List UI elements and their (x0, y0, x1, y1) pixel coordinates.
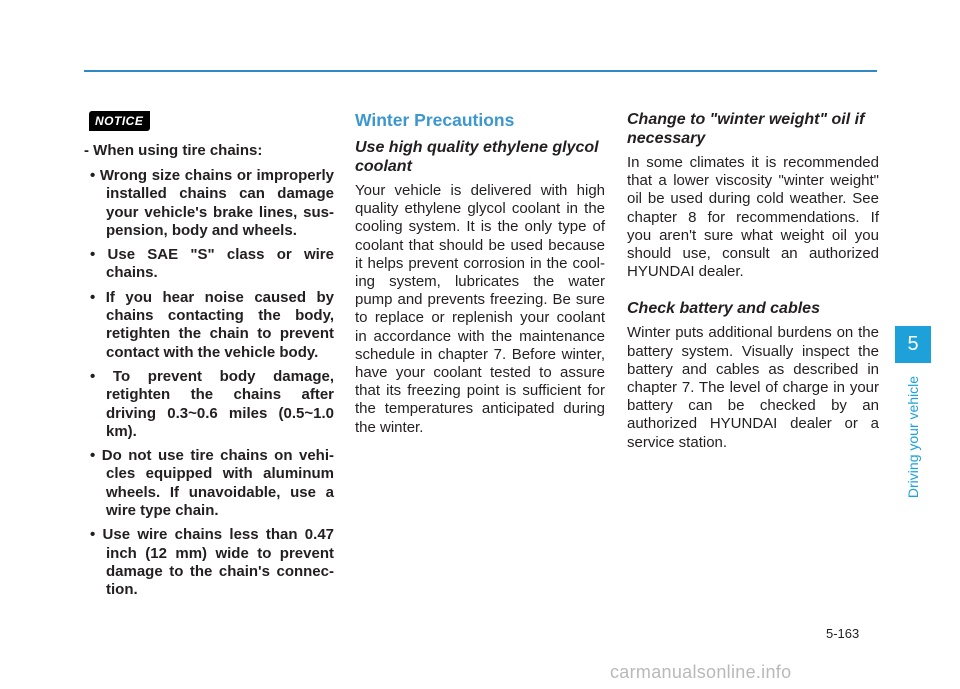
notice-item: • To prevent body damage, retighten the chains after driving 0.3~0.6 miles (0.5~1.0 km). (90, 367, 334, 440)
battery-body: Winter puts additional burdens on the battery system. Visually inspect the battery and cables as described in chapter 7. The level of charge in your battery can be checked by an authorized HYUNDAI dealer or a service station. (627, 324, 879, 451)
chapter-tab: 5 (895, 326, 931, 363)
top-rule (84, 70, 877, 72)
notice-column (84, 110, 334, 606)
section-title: Winter Precautions (355, 110, 515, 130)
watermark: carmanualsonline.info (610, 662, 792, 682)
notice-list (84, 167, 334, 600)
notice-item: • Use SAE "S" class or wire chains. (90, 246, 334, 282)
chapter-side-label (894, 372, 932, 502)
winter-column (355, 110, 605, 455)
notice-item: • Wrong size chains or improperly installed chains can damage your vehicle's brake lines, sus-pension, body and wheels. (90, 167, 334, 239)
notice-badge: NOTICE (89, 111, 150, 131)
coolant-heading: Use high quality ethylene glycol coolant (355, 139, 599, 175)
notice-item: • Use wire chains less than 0.47 inch (12 mm) wide to prevent damage to the chain's connec-tion. (90, 526, 334, 599)
notice-item: • Do not use tire chains on vehi-cles equipped with aluminum wheels. If unavoidable, use a wire type chain. (90, 447, 334, 520)
oil-battery-column (627, 110, 879, 470)
page-number: 5-163 (826, 626, 860, 641)
coolant-body: Your vehicle is delivered with high quality ethylene glycol coolant in the cooling system. It is the only type of coolant that should be used because it helps prevent corrosion in the cool-ing system, lubricates the water pump and prevents freezing. Be sure to replace or replenish your coolant in accordance with the maintenance schedule in chapter 7. Before winter, have your coolant tested to assure that its freezing point is sufficient for the temperatures anticipated during the winter. (355, 182, 605, 436)
notice-intro: - When using tire chains: (84, 142, 263, 159)
oil-body: In some climates it is recommended that a lower viscosity "winter weight" oil be used during cold weather. See chapter 8 for recommendations. If you aren't sure what weight oil you should use, consult an authorized HYUNDAI dealer. (627, 154, 879, 281)
chapter-label-text: Driving your vehicle (905, 375, 921, 499)
oil-heading: Change to "winter weight" oil if necessary (627, 111, 865, 147)
notice-item: • If you hear noise caused by chains contacting the body, retighten the chain to prevent contact with the vehicle body. (90, 288, 334, 361)
battery-heading: Check battery and cables (627, 300, 820, 318)
